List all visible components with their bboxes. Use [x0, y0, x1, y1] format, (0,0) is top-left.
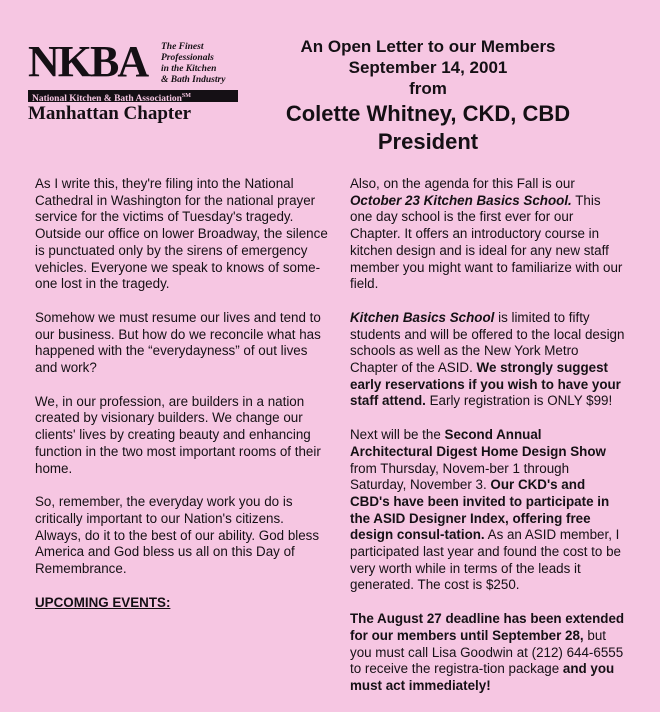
logo-association-bar: National Kitchen & Bath Association℠	[28, 90, 238, 102]
author-title: President	[377, 129, 479, 154]
author-name: Colette Whitney, CKD, CBD	[285, 101, 571, 126]
left-column	[35, 176, 331, 611]
letter-from: from	[409, 79, 447, 98]
paragraph: Next will be the Second Annual Architectural Digest Home Design Show from Thursday, Novem-ber 1 through Saturday, November 3. Our CKD's and CBD's have been invited to participate in the ASID Designer Index, offering free design consul-tation. As an ASID member, I participated last year and found the cost to be very worth while in terms of the leads it generated. The cost is $250.	[350, 427, 621, 593]
paragraph: Somehow we must resume our lives and tend to our business. But how do we reconcile what has happened with the “everydayness” of out lives and work?	[35, 309, 321, 376]
paragraph: Kitchen Basics School is limited to fifty students and will be offered to the local design schools as well as the New York Metro Chapter of the ASID. We strongly suggest early reservations if you wish to have your staff attend. Early registration is ONLY $99!	[350, 309, 625, 409]
paragraph: Also, on the agenda for this Fall is our October 23 Kitchen Basics School. This one day school is the first ever for our Chapter. It offers an introductory course in kitchen design and is ideal for any new staff member you might want to familiarize with our field.	[350, 176, 623, 292]
right-column	[350, 176, 626, 712]
paragraph: As I write this, they're filing into the National Cathedral in Washington for the national prayer service for the victims of Tuesday's tragedy. Outside our office on lower Broadway, the silence is punctuated only by the sirens of emergency vehicles. Everyone we speak to knows of some-one lost in the tragedy.	[35, 176, 328, 292]
paragraph: So, remember, the everyday work you do is critically important to our Nation's citizens. Always, do it to the best of our ability. God bless America and God bless us all on this Day of Remembrance.	[35, 494, 320, 577]
letter-title: An Open Letter to our Members	[300, 37, 556, 56]
paragraph: We, in our profession, are builders in a nation created by visionary builders. We change our clients' lives by creating beauty and enhancing function in the two most important rooms of their home.	[35, 393, 321, 476]
nkba-logo	[28, 37, 248, 125]
paragraph: The August 27 deadline has been extended for our members until September 28, but you must call Lisa Goodwin at (212) 644-6555 to receive the registra-tion package and you must act immediately!	[350, 611, 625, 693]
logo-tagline: The Finest Professionals in the Kitchen & Bath Industry	[161, 42, 226, 85]
logo-wordmark: NKBA	[28, 37, 148, 86]
chapter-name: Manhattan Chapter	[28, 103, 192, 124]
letter-date: September 14, 2001	[348, 58, 508, 77]
letter-header	[258, 36, 598, 155]
upcoming-events-heading: UPCOMING EVENTS:	[35, 594, 171, 610]
